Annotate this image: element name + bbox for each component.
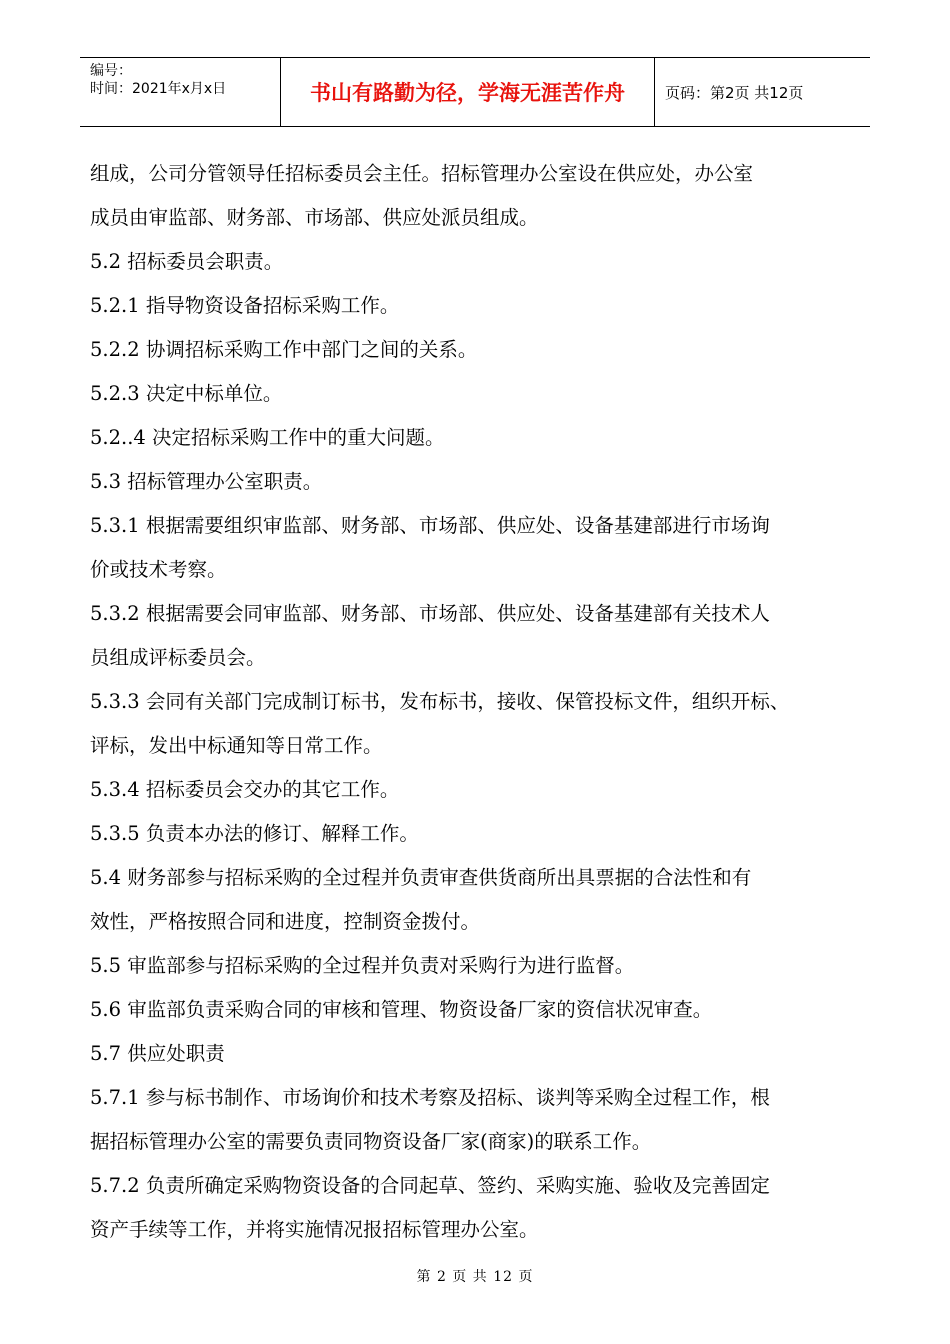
body-line: 5.7.1 参与标书制作、市场询价和技术考察及招标、谈判等采购全过程工作，根 <box>90 1086 770 1109</box>
body-line: 5.2.3 决定中标单位。 <box>90 382 283 405</box>
header-motto: 书山有路勤为径，学海无涯苦作舟 <box>281 58 655 126</box>
document-number-label: 编号： <box>90 63 132 79</box>
body-line: 5.5 审监部参与招标采购的全过程并负责对采购行为进行监督。 <box>90 954 635 977</box>
document-time-label: 时间：2021年x月x日 <box>90 81 227 97</box>
body-line: 组成，公司分管领导任招标委员会主任。招标管理办公室设在供应处，办公室 <box>90 162 754 185</box>
header-page-info: 页码：第2页 共12页 <box>665 83 804 102</box>
body-line: 评标，发出中标通知等日常工作。 <box>90 734 383 757</box>
body-line: 5.7.2 负责所确定采购物资设备的合同起草、签约、采购实施、验收及完善固定 <box>90 1174 770 1197</box>
page-footer: 第 2 页 共 12 页 <box>416 1269 534 1285</box>
body-line: 5.3.5 负责本办法的修订、解释工作。 <box>90 822 419 845</box>
body-line: 5.3.3 会同有关部门完成制订标书，发布标书，接收、保管投标文件，组织开标、 <box>90 690 790 713</box>
body-line: 5.3.4 招标委员会交办的其它工作。 <box>90 778 400 801</box>
document-body <box>90 152 880 1252</box>
body-line: 据招标管理办公室的需要负责同物资设备厂家(商家)的联系工作。 <box>90 1130 652 1153</box>
body-line: 员组成评标委员会。 <box>90 646 266 669</box>
header-meta <box>80 58 281 126</box>
body-line: 5.3 招标管理办公室职责。 <box>90 470 323 493</box>
body-line: 5.3.1 根据需要组织审监部、财务部、市场部、供应处、设备基建部进行市场询 <box>90 514 770 537</box>
body-line: 5.2 招标委员会职责。 <box>90 250 284 273</box>
body-line: 5.2..4 决定招标采购工作中的重大问题。 <box>90 426 445 449</box>
body-line: 资产手续等工作，并将实施情况报招标管理办公室。 <box>90 1218 539 1241</box>
body-line: 5.7 供应处职责 <box>90 1042 225 1065</box>
body-line: 5.6 审监部负责采购合同的审核和管理、物资设备厂家的资信状况审查。 <box>90 998 713 1021</box>
body-line: 5.2.1 指导物资设备招标采购工作。 <box>90 294 400 317</box>
page-header <box>80 57 870 127</box>
body-line: 5.3.2 根据需要会同审监部、财务部、市场部、供应处、设备基建部有关技术人 <box>90 602 770 625</box>
body-line: 5.2.2 协调招标采购工作中部门之间的关系。 <box>90 338 478 361</box>
body-line: 5.4 财务部参与招标采购的全过程并负责审查供货商所出具票据的合法性和有 <box>90 866 752 889</box>
body-line: 成员由审监部、财务部、市场部、供应处派员组成。 <box>90 206 539 229</box>
body-line: 效性，严格按照合同和进度，控制资金拨付。 <box>90 910 481 933</box>
body-line: 价或技术考察。 <box>90 558 227 581</box>
